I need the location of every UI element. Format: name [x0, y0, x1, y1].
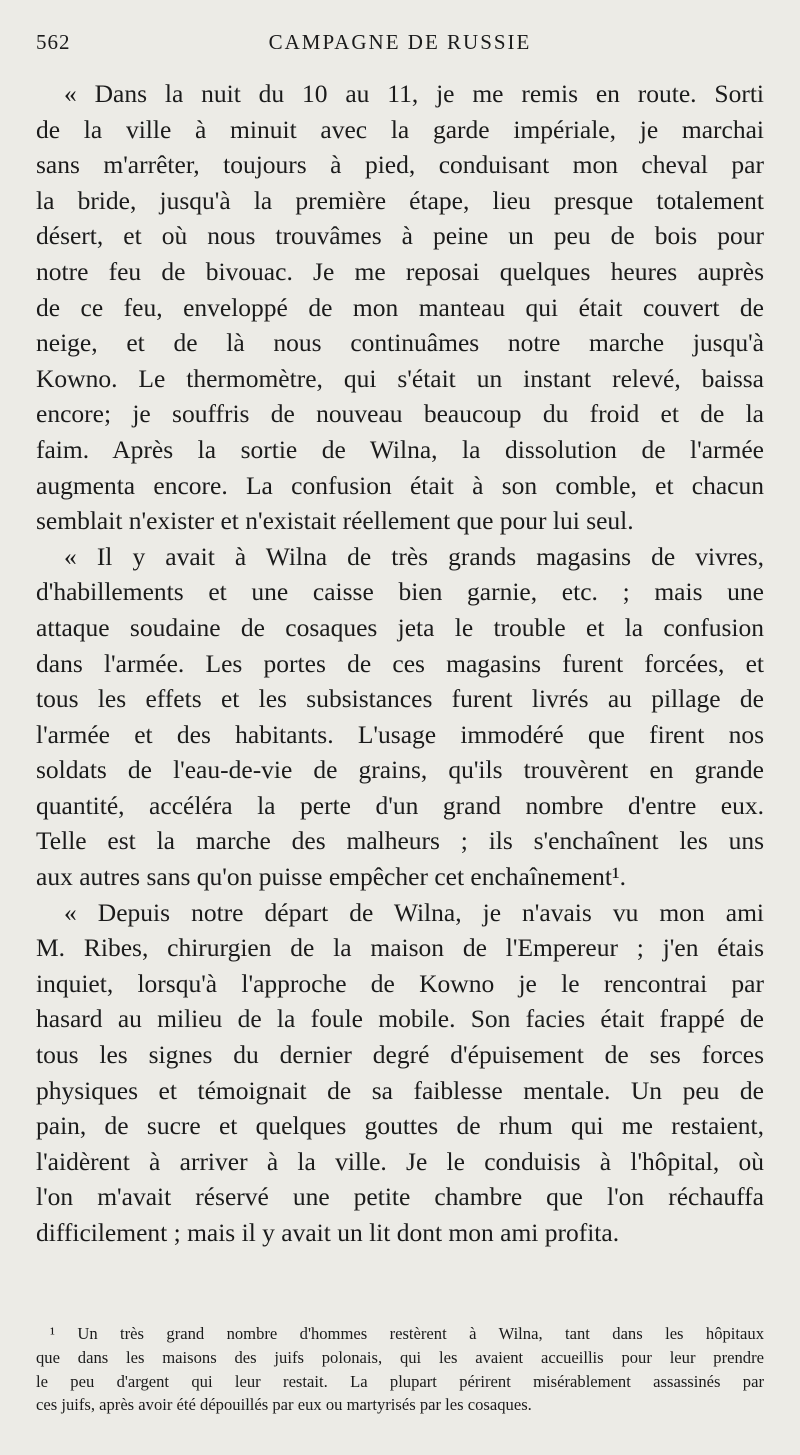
footnote-line: ¹ Un très grand nombre d'hommes restèrent à Wilna, tant dans les hôpitaux	[50, 1324, 764, 1343]
text-line: hasard au milieu de la foule mobile. Son facies était frappé de	[36, 1004, 764, 1034]
text-line: aux autres sans qu'on puisse empêcher cet enchaînement¹.	[36, 862, 627, 892]
text-line: M. Ribes, chirurgien de la maison de l'Empereur ; j'en étais	[36, 933, 764, 963]
paragraph-1	[36, 76, 764, 539]
text-line: notre feu de bivouac. Je me reposai quelques heures auprès	[36, 256, 764, 286]
page-number: 562	[36, 30, 71, 54]
paragraph-3	[36, 895, 764, 1251]
text-line: pain, de sucre et quelques gouttes de rhum qui me restaient,	[36, 1111, 764, 1141]
text-line: dans l'armée. Les portes de ces magasins furent forcées, et	[36, 648, 764, 678]
text-line: inquiet, lorsqu'à l'approche de Kowno je le rencontrai par	[36, 968, 764, 998]
footnote-line: le peu d'argent qui leur restait. La plupart périrent misérablement assassinés par	[36, 1371, 764, 1391]
text-line: encore; je souffris de nouveau beaucoup du froid et de la	[36, 399, 764, 429]
footnote	[36, 1322, 764, 1417]
text-line: l'aidèrent à arriver à la ville. Je le conduisis à l'hôpital, où	[36, 1146, 764, 1176]
footnote-line: ces juifs, après avoir été dépouillés par eux ou martyrisés par les cosaques.	[36, 1395, 532, 1415]
text-line: tous les effets et les subsistances furent livrés au pillage de	[36, 684, 764, 714]
text-line: « Il y avait à Wilna de très grands magasins de vivres,	[64, 541, 764, 571]
page-header	[36, 30, 764, 60]
text-line: semblait n'exister et n'existait réellement que pour lui seul.	[36, 506, 634, 536]
text-line: « Dans la nuit du 10 au 11, je me remis en route. Sorti	[64, 79, 764, 108]
text-line: sans m'arrêter, toujours à pied, conduisant mon cheval par	[36, 150, 764, 180]
text-line: « Depuis notre départ de Wilna, je n'avais vu mon ami	[64, 897, 764, 927]
running-title: CAMPAGNE DE RUSSIE	[268, 30, 532, 54]
text-line: désert, et où nous trouvâmes à peine un peu de bois pour	[36, 221, 764, 251]
text-line: tous les signes du dernier degré d'épuisement de ses forces	[36, 1040, 764, 1070]
text-line: de ce feu, enveloppé de mon manteau qui était couvert de	[36, 292, 764, 322]
footnote-line: que dans les maisons des juifs polonais, qui les avaient accueillis pour leur prendre	[36, 1347, 764, 1367]
text-line: soldats de l'eau-de-vie de grains, qu'ils trouvèrent en grande	[36, 755, 764, 785]
text-line: physiques et témoignait de sa faiblesse mentale. Un peu de	[36, 1075, 764, 1105]
body-text	[36, 76, 764, 1251]
text-line: attaque soudaine de cosaques jeta le trouble et la confusion	[36, 612, 764, 642]
text-line: quantité, accéléra la perte d'un grand nombre d'entre eux.	[36, 790, 764, 820]
paragraph-2	[36, 539, 764, 895]
text-line: difficilement ; mais il y avait un lit dont mon ami profita.	[36, 1218, 620, 1247]
text-line: la bride, jusqu'à la première étape, lieu presque totalement	[36, 185, 764, 215]
text-line: faim. Après la sortie de Wilna, la dissolution de l'armée	[36, 434, 764, 464]
text-line: Telle est la marche des malheurs ; ils s'enchaînent les uns	[36, 826, 764, 856]
text-line: l'armée et des habitants. L'usage immodéré que firent nos	[36, 719, 764, 749]
text-line: neige, et de là nous continuâmes notre marche jusqu'à	[36, 328, 764, 358]
text-line: l'on m'avait réservé une petite chambre que l'on réchauffa	[36, 1182, 764, 1212]
text-line: Kowno. Le thermomètre, qui s'était un instant relevé, baissa	[36, 363, 764, 393]
text-line: augmenta encore. La confusion était à son comble, et chacun	[36, 470, 764, 500]
text-line: de la ville à minuit avec la garde impériale, je marchai	[36, 114, 764, 144]
text-line: d'habillements et une caisse bien garnie, etc. ; mais une	[36, 577, 764, 607]
